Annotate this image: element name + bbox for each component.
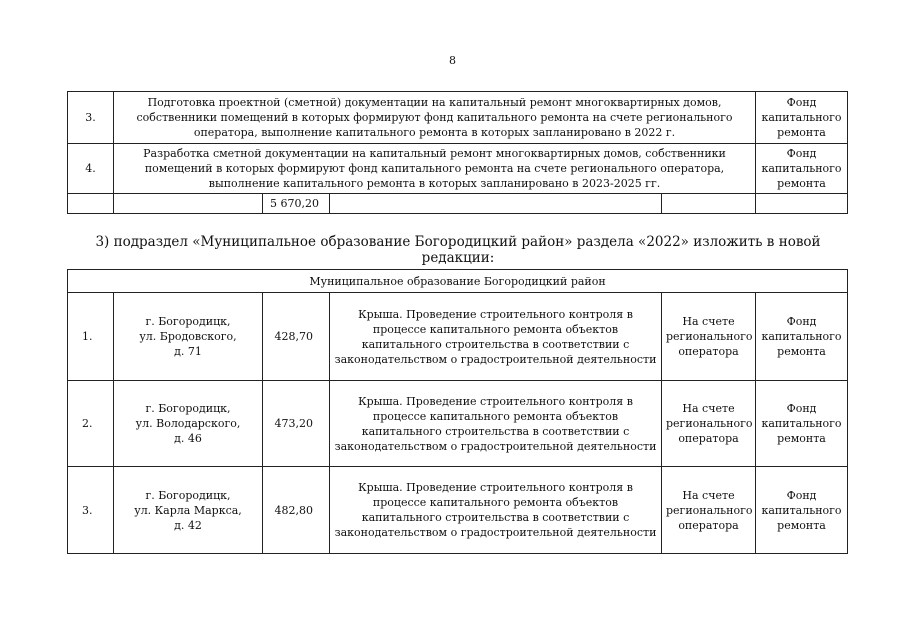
top-table <box>67 91 848 214</box>
total-row <box>68 194 848 214</box>
empty-cell <box>756 194 848 214</box>
account-cell: На счете регионального оператора <box>662 381 756 467</box>
row-number: 3. <box>68 92 114 144</box>
main-table <box>67 269 848 554</box>
fund-cell: Фонд капитального ремонта <box>756 381 848 467</box>
table-title: Муниципальное образование Богородицкий район <box>68 270 848 293</box>
empty-cell <box>662 194 756 214</box>
address-city: г. Богородицк, <box>145 402 231 415</box>
address-city: г. Богородицк, <box>145 488 231 502</box>
row-number: 4. <box>68 144 114 194</box>
table-row <box>68 144 848 194</box>
table-row <box>68 293 848 381</box>
address-house: д. 71 <box>174 345 202 358</box>
fund-cell: Фонд капитального ремонта <box>756 293 848 381</box>
empty-cell <box>68 194 114 214</box>
empty-cell <box>114 194 263 214</box>
amount-cell: 473,20 <box>263 381 330 467</box>
row-number: 2. <box>68 381 114 467</box>
work-description: Крыша. Проведение строительного контроля в процессе капитального ремонта объектов капитального строительства в соответствии с законодательством о градостроительной деятельности <box>330 293 662 381</box>
fund-cell: Фонд капитального ремонта <box>756 92 848 144</box>
amount-cell: 428,70 <box>263 293 330 381</box>
empty-cell <box>330 194 662 214</box>
amount-cell: 482,80 <box>263 467 330 554</box>
account-cell: На счете регионального оператора <box>662 467 756 554</box>
fund-cell: Фонд капитального ремонта <box>756 467 848 554</box>
address-cell <box>114 381 263 467</box>
address-house: д. 46 <box>174 432 202 445</box>
page-number: 8 <box>449 54 456 67</box>
work-description: Крыша. Проведение строительного контроля в процессе капитального ремонта объектов капитального строительства в соответствии с законодательством о градостроительной деятельности <box>330 467 662 554</box>
table-row <box>68 92 848 144</box>
address-city: г. Богородицк, <box>145 315 231 328</box>
table-row <box>68 381 848 467</box>
address-street: ул. Бродовского, <box>139 330 237 343</box>
address-cell <box>114 293 263 381</box>
account-cell: На счете регионального оператора <box>662 293 756 381</box>
row-number: 1. <box>68 293 114 381</box>
fund-cell: Фонд капитального ремонта <box>756 144 848 194</box>
row-description: Подготовка проектной (сметной) документации на капитальный ремонт многоквартирных домов, собственники помещений в которых формируют фонд капитального ремонта на счете регионального оператора, выполнение капитального ремонта в которых запланировано в 2022 г. <box>114 92 756 144</box>
address-cell <box>114 467 263 554</box>
table-title-row <box>68 270 848 293</box>
address-street: ул. Карла Маркса, <box>134 503 242 517</box>
total-amount: 5 670,20 <box>263 194 330 214</box>
work-description: Крыша. Проведение строительного контроля в процессе капитального ремонта объектов капитального строительства в соответствии с законодательством о градостроительной деятельности <box>330 381 662 467</box>
row-description: Разработка сметной документации на капитальный ремонт многоквартирных домов, собственники помещений в которых формируют фонд капитального ремонта на счете регионального оператора, выполнение капитального ремонта в которых запланировано в 2023-2025 гг. <box>114 144 756 194</box>
table-row <box>68 467 848 554</box>
row-number: 3. <box>68 467 114 554</box>
address-house: д. 42 <box>174 518 202 532</box>
address-street: ул. Володарского, <box>135 417 241 430</box>
section-heading: 3) подраздел «Муниципальное образование Богородицкий район» раздела «2022» изложить в новой редакции: <box>95 234 821 266</box>
